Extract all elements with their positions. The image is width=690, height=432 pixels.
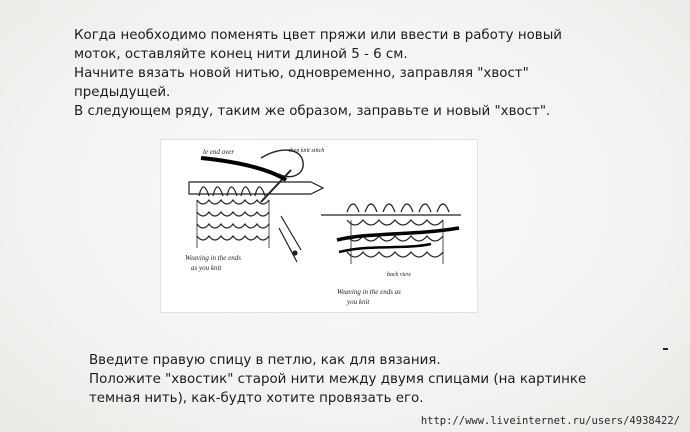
- intro-line-5: В следующем ряду, таким же образом, заправьте и новый "хвост".: [74, 104, 551, 119]
- label-right-middle: back view: [387, 272, 411, 278]
- intro-line-4: предыдущей.: [74, 85, 171, 100]
- outro-line-2: Положите "хвостик" старой нити между двумя спицами (на картинке: [89, 372, 587, 387]
- intro-text: [74, 26, 634, 121]
- intro-line-2: моток, оставляйте конец нити длиной 5 - 6 см.: [74, 47, 408, 62]
- label-right-bottom-2: you knit: [347, 298, 370, 306]
- intro-line-3: Начните вязать новой нитью, одновременно, заправляя "хвост": [74, 66, 529, 81]
- outro-text: [89, 351, 649, 408]
- label-right-bottom: Weaving in the ends as: [337, 288, 401, 296]
- watermark-url: http://www.liveinternet.ru/users/4938422/: [420, 415, 680, 427]
- right-diagram: [321, 204, 461, 264]
- label-left-bottom-2: as you knit: [191, 264, 222, 272]
- knitting-illustration: [160, 139, 478, 313]
- page-mark: [663, 348, 668, 350]
- label-left-bottom: Weaving in the ends: [185, 254, 241, 262]
- outro-line-3: темная нить), как-будто хотите провязать его.: [89, 391, 424, 406]
- outro-line-1: Введите правую спицу в петлю, как для вязания.: [89, 353, 441, 368]
- label-left-top: le end over: [203, 148, 235, 156]
- knitting-illustration-drawing: [161, 140, 477, 312]
- left-diagram: [189, 150, 323, 262]
- intro-line-1: Когда необходимо поменять цвет пряжи или ввести в работу новый: [74, 28, 562, 43]
- label-left-top-2: then knit stitch: [289, 148, 325, 154]
